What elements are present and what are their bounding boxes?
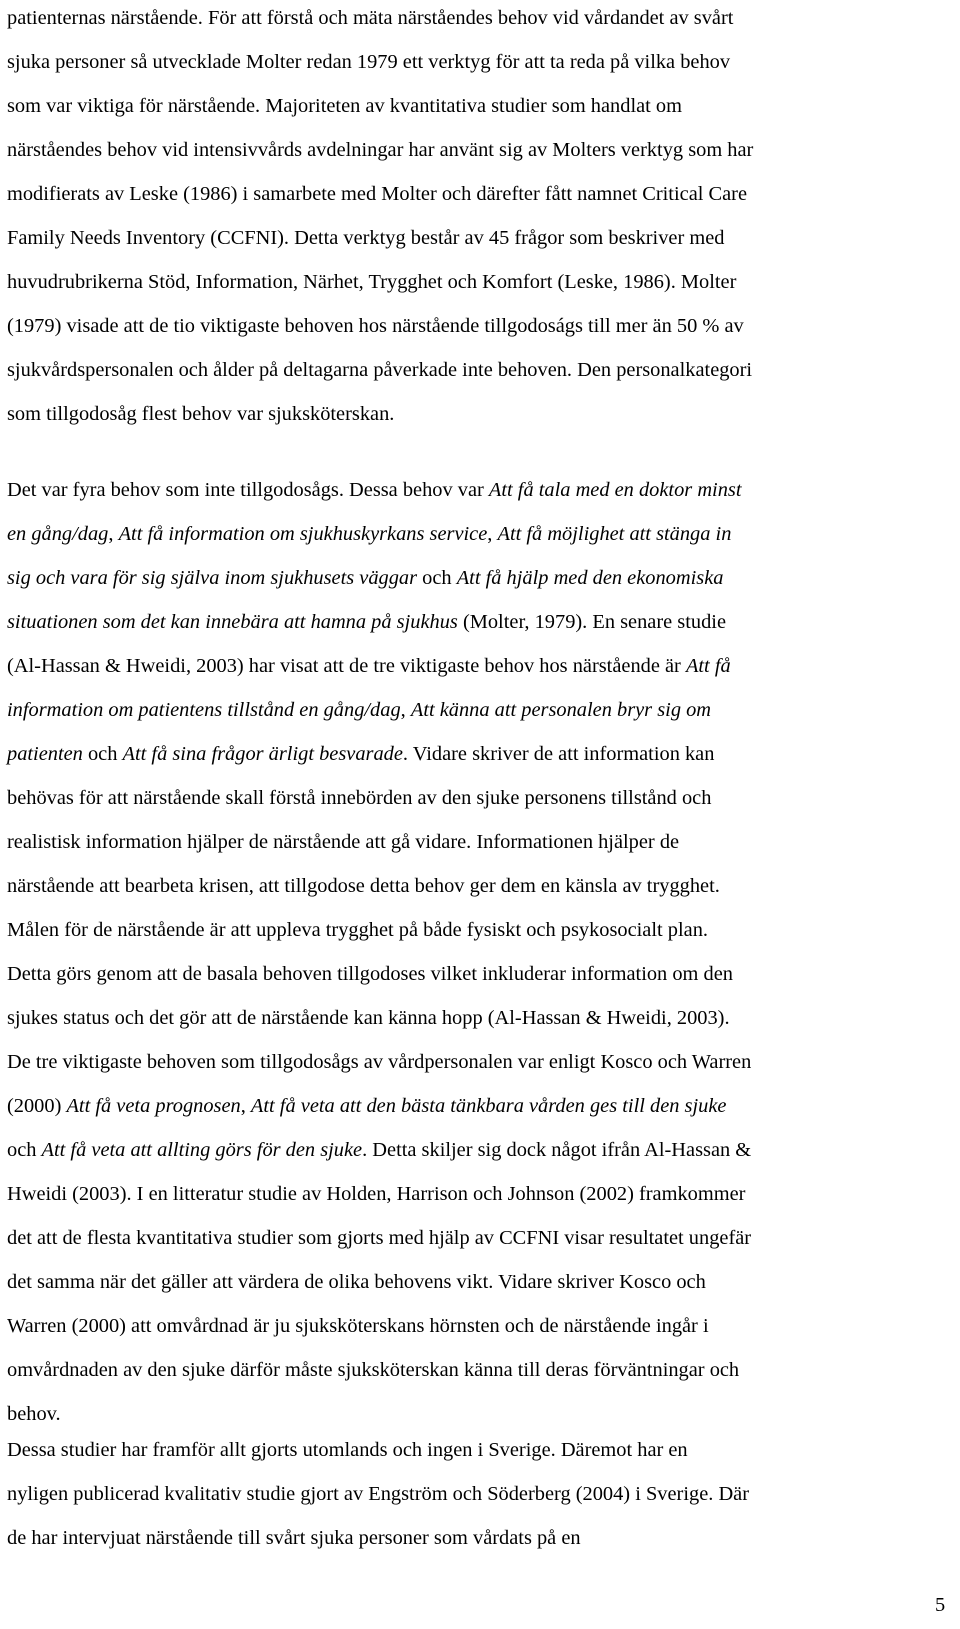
italic-text-span: information om patientens tillstånd en gång/dag [7,699,401,721]
text-line [7,358,752,382]
italic-text-span: Att känna att personalen bryr sig om [410,699,712,721]
text-span: , [240,1095,251,1117]
text-span: Family Needs Inventory (CCFNI). Detta verktyg består av 45 frågor som beskriver med [7,227,725,249]
text-line [7,50,730,74]
text-line [7,654,731,678]
text-span: patienternas närstående. För att förstå och mäta närståendes behov vid vårdandet av svårt [7,7,734,29]
text-span: (1979) visade att de tio viktigaste behoven hos närstående tillgodoságs till mer än 50 % av [7,315,744,337]
text-span: , [487,523,498,545]
text-span: närståendes behov vid intensivvårds avdelningar har använt sig av Molters verktyg som har [7,139,754,161]
text-span: sjuka personer så utvecklade Molter redan 1979 ett verktyg för att ta reda på vilka behov [7,51,731,73]
text-line [7,742,714,766]
text-line [7,94,682,118]
text-line [7,962,733,986]
italic-text-span: Att få [685,655,731,677]
text-span: och [82,743,123,765]
text-span: , [108,523,119,545]
text-span: Hweidi (2003). I en litteratur studie av Holden, Harrison och Johnson (2002) framkommer [7,1183,746,1205]
text-line [7,1094,726,1118]
text-line [7,138,753,162]
text-span: Målen för de närstående är att uppleva trygghet på både fysiskt och psykosocialt plan. [7,919,708,941]
text-line [7,1270,706,1294]
text-span: som tillgodosåg flest behov var sjuksköterskan. [7,403,395,425]
text-span: realistisk information hjälper de närstående att gå vidare. Informationen hjälper de [7,831,680,853]
text-span: . Vidare skriver de att information kan [402,743,715,765]
italic-text-span: Att få veta att allting görs för den sjuke [41,1139,363,1161]
text-line [7,830,679,854]
text-span: behov. [7,1403,61,1425]
text-line [7,874,720,898]
text-line [7,1050,751,1074]
text-line [7,610,726,634]
italic-text-span: Att få hjälp med den ekonomiska [456,567,724,589]
text-line [7,314,744,338]
text-line [7,226,724,250]
italic-text-span: en gång/dag [7,523,109,545]
text-span: Warren (2000) att omvårdnad är ju sjuksköterskans hörnsten och de närstående ingår i [7,1315,709,1337]
text-line [7,402,394,426]
text-line [7,522,731,546]
text-line [7,6,733,30]
italic-text-span: Att få veta prognosen [66,1095,241,1117]
italic-text-span: Att få möjlighet att stänga in [497,523,732,545]
text-span: sjukvårdspersonalen och ålder på deltagarna påverkade inte behoven. Den personalkategori [7,359,753,381]
text-span: (Molter, 1979). En senare studie [457,611,726,633]
text-span: det att de flesta kvantitativa studier som gjorts med hjälp av CCFNI visar resultatet ungefär [7,1227,752,1249]
text-line [7,1138,751,1162]
italic-text-span: Att få tala med en doktor minst [488,479,742,501]
italic-text-span: sig och vara för sig själva inom sjukhusets väggar [7,567,418,589]
text-span: Det var fyra behov som inte tillgodosågs. Dessa behov var [7,479,489,501]
text-span: huvudrubrikerna Stöd, Information, Närhet, Trygghet och Komfort (Leske, 1986). Molter [7,271,737,293]
text-span: det samma när det gäller att värdera de olika behovens vikt. Vidare skriver Kosco och [7,1271,706,1293]
text-span: sjukes status och det gör att de närstående kan känna hopp (Al-Hassan & Hweidi, 2003). [7,1007,730,1029]
text-span: Dessa studier har framför allt gjorts utomlands och ingen i Sverige. Däremot har en [7,1439,688,1461]
text-line [7,698,711,722]
text-line [7,1402,61,1426]
text-span: De tre viktigaste behoven som tillgodosågs av vårdpersonalen var enligt Kosco och Warren [7,1051,752,1073]
text-span: modifierats av Leske (1986) i samarbete med Molter och därefter fått namnet Critical Care [7,183,747,205]
text-line [7,270,736,294]
text-line [7,1182,745,1206]
italic-text-span: Att få information om sjukhuskyrkans service [118,523,488,545]
text-line [7,566,723,590]
text-span: nyligen publicerad kvalitativ studie gjort av Engström och Söderberg (2004) i Sverige. Där [7,1483,750,1505]
text-span: som var viktiga för närstående. Majoriteten av kvantitativa studier som handlat om [7,95,682,117]
text-line [7,1226,751,1250]
text-line [7,1482,749,1506]
text-span: (2000) [7,1095,67,1117]
text-span: de har intervjuat närstående till svårt sjuka personer som vårdats på en [7,1527,581,1549]
text-span: (Al-Hassan & Hweidi, 2003) har visat att de tre viktigaste behov hos närstående är [7,655,686,677]
text-line [7,918,708,942]
text-line [7,1314,709,1338]
page-number: 5 [935,1594,946,1616]
text-span: , [400,699,411,721]
text-span: närstående att bearbeta krisen, att tillgodose detta behov ger dem en känsla av trygghet. [7,875,720,897]
text-span: och [417,567,457,589]
text-line [7,478,742,502]
text-span: omvårdnaden av den sjuke därför måste sjuksköterskan känna till deras förväntningar och [7,1359,740,1381]
text-span: behövas för att närstående skall förstå innebörden av den sjuke personens tillstånd och [7,787,712,809]
text-span: . Detta skiljer sig dock något ifrån Al-Hassan & [362,1139,752,1161]
italic-text-span: situationen som det kan innebära att hamna på sjukhus [7,611,458,633]
text-line [7,1006,730,1030]
italic-text-span: patienten [7,743,83,765]
text-span: och [7,1139,42,1161]
italic-text-span: Att få sina frågor ärligt besvarade [122,743,403,765]
text-line [7,182,747,206]
text-line [7,786,711,810]
text-span: Detta görs genom att de basala behoven tillgodoses vilket inkluderar information om den [7,963,733,985]
text-line [7,1438,688,1462]
text-line [7,1358,739,1382]
text-line [7,1526,581,1550]
italic-text-span: Att få veta att den bästa tänkbara vården ges till den sjuke [250,1095,727,1117]
